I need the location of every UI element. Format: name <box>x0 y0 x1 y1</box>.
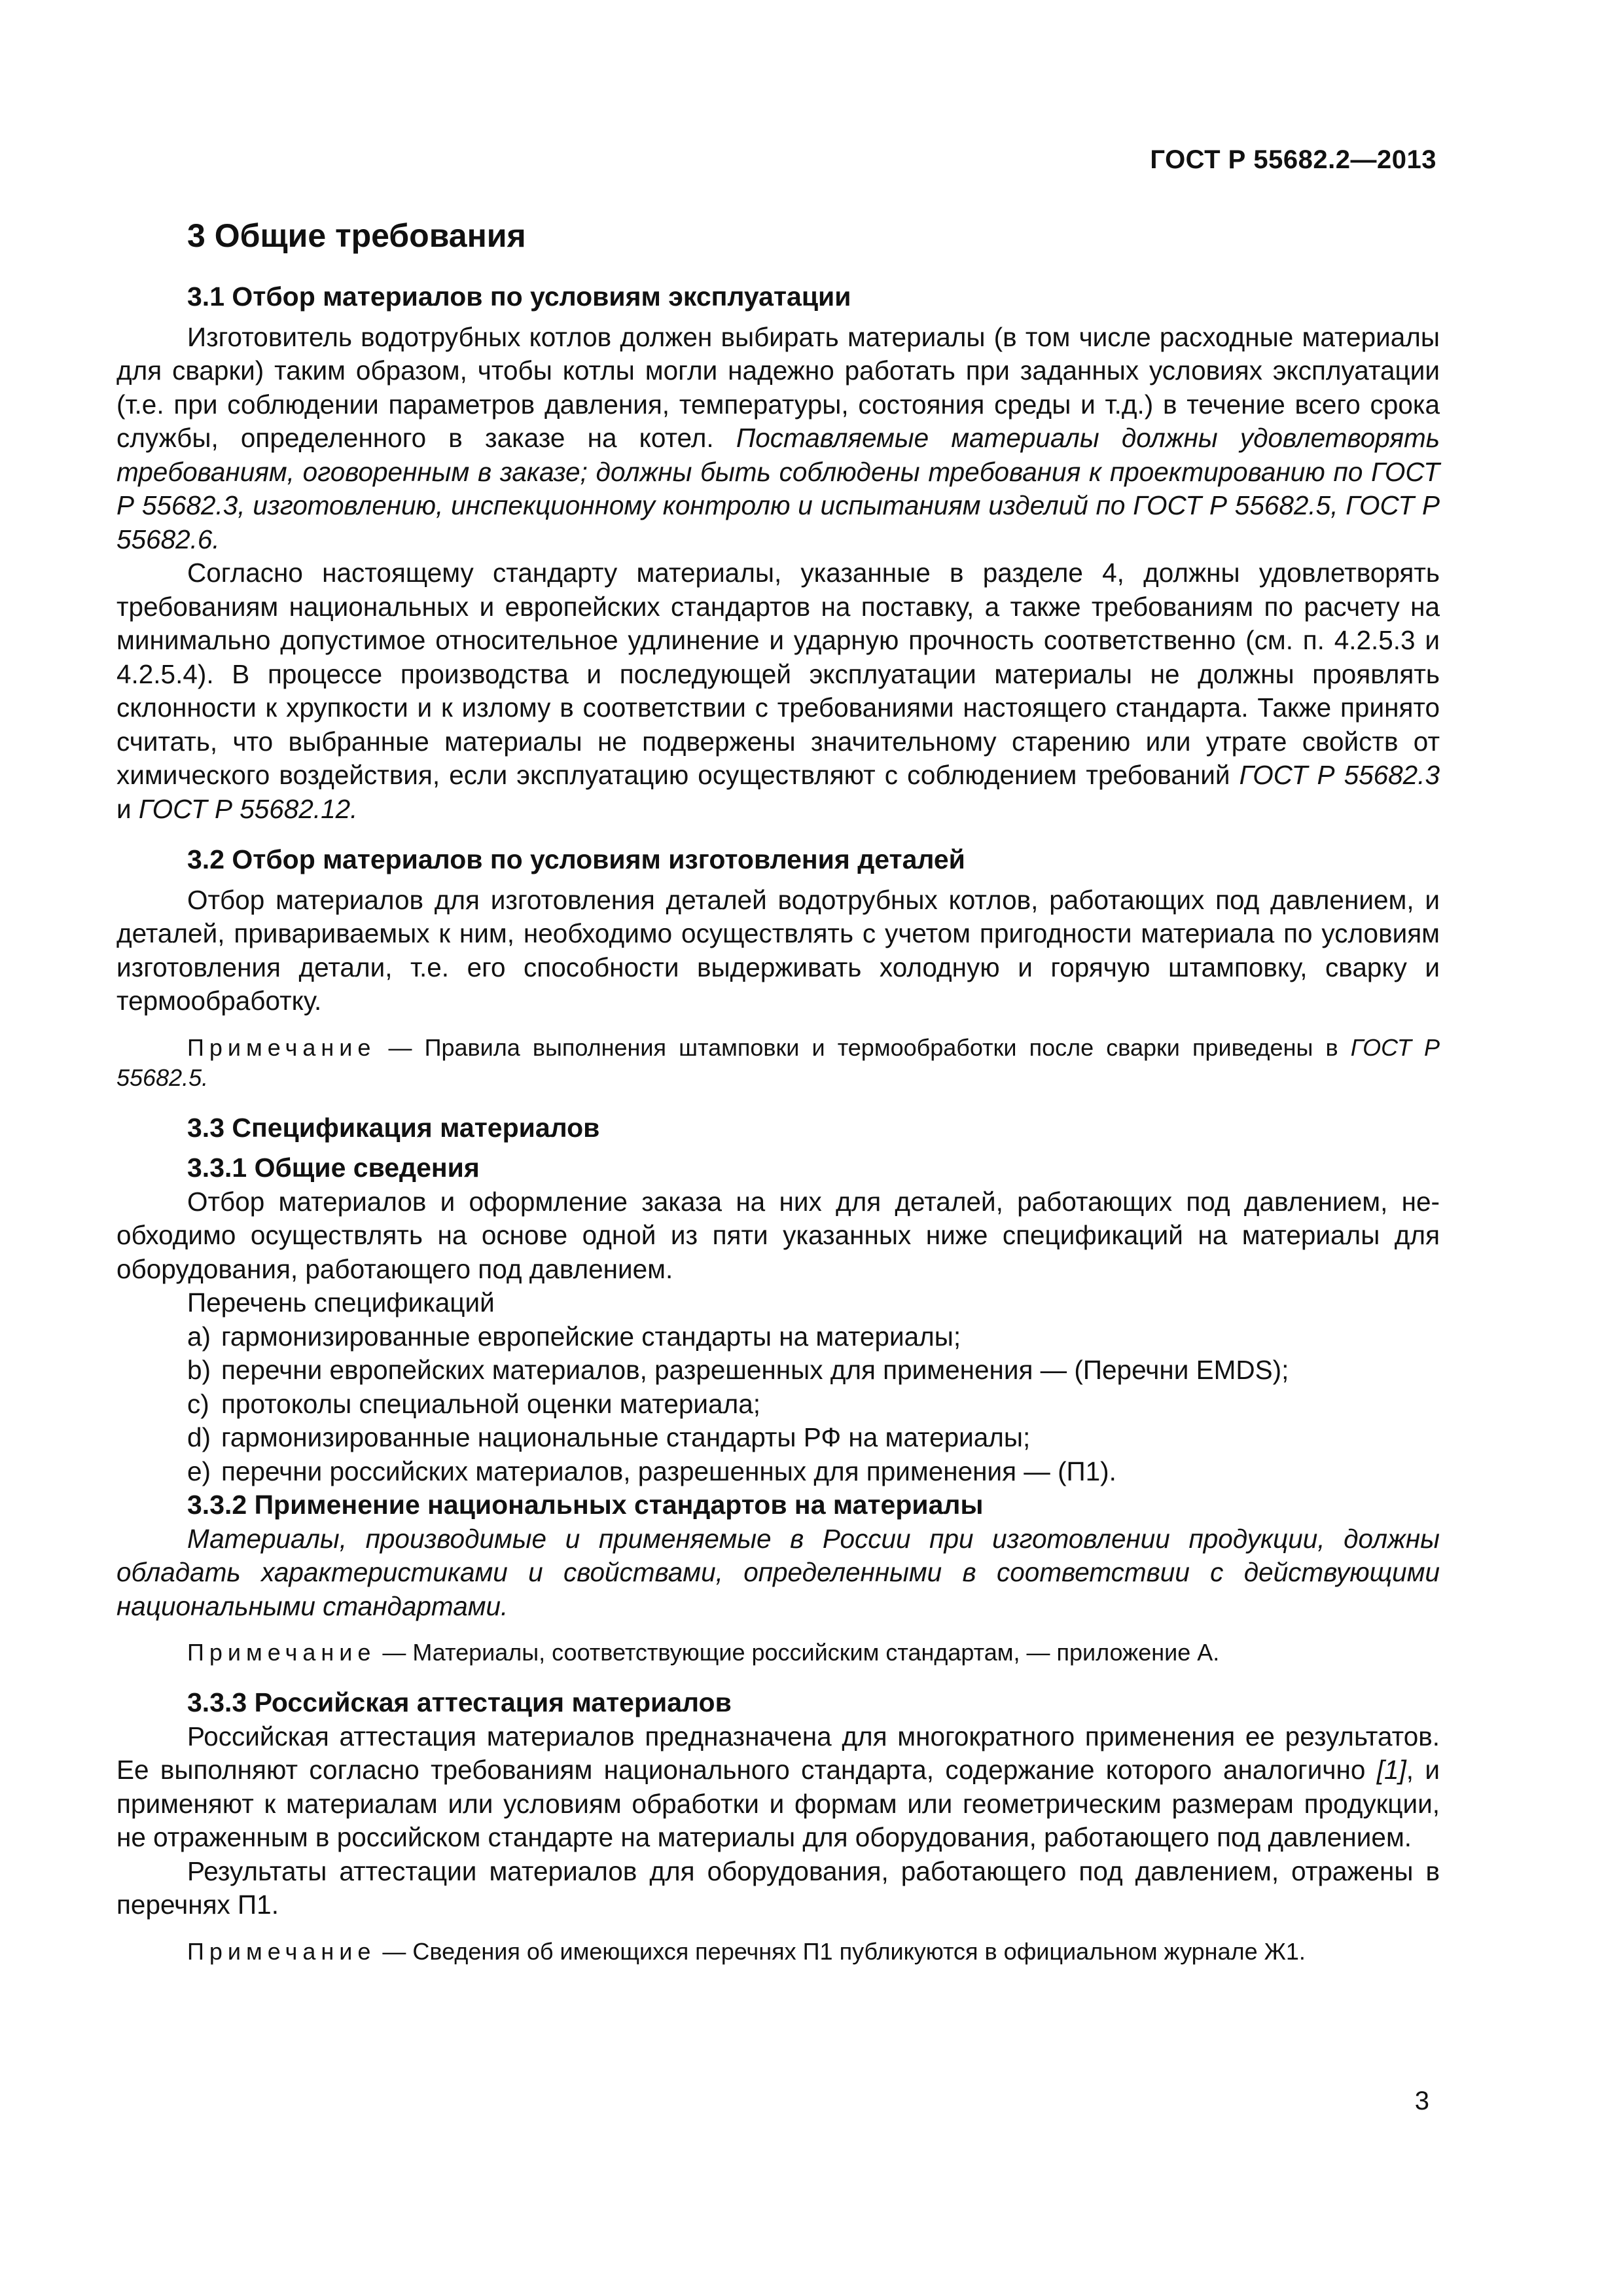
list-item <box>187 1354 1440 1388</box>
list-item <box>187 1388 1440 1422</box>
list-marker: c) <box>187 1388 209 1419</box>
list-text: протоколы специальной оценки материала; <box>221 1388 760 1419</box>
list-text: перечни российских материалов, разрешенных для применения — (П1). <box>221 1456 1116 1486</box>
standard-code: ГОСТ Р 55682.2—2013 <box>1150 145 1436 174</box>
list-item <box>187 1320 1440 1354</box>
paragraph-3-3-3-a-end: , и применяют к материалам или условиям обработки и формам или геометрическим размерам продукции, не отраженным в российском стандарте на материалы для оборудования, работающего под давлением. <box>116 1755 1440 1852</box>
paragraph-3-1-a-italic: Поставляемые материалы должны удовлетворять требованиям, оговоренным в заказе; должны быть соблюдены требования к проектированию по ГОСТ Р 55682.3, изготовлению, инспекционному контролю и испытаниям изделий по ГОСТ Р 55682.5, ГОСТ Р 55682.6. <box>116 423 1440 554</box>
heading-3-2: 3.2 Отбор материалов по условиям изготовления деталей <box>187 844 965 874</box>
heading-3-3: 3.3 Спецификация материалов <box>187 1112 600 1143</box>
list-text: гармонизированные европейские стандарты на материалы; <box>221 1321 961 1352</box>
list-text: гармонизированные национальные стандарты РФ на материалы; <box>221 1422 1031 1452</box>
specification-list <box>116 1320 1440 1489</box>
note-text: — Материалы, соответствующие российским стандартам, — приложение А. <box>376 1639 1220 1666</box>
list-item <box>187 1455 1440 1489</box>
paragraph-3-1-a-plain: Изготовитель водотрубных котлов должен выбирать материалы (в том числе расходные материалы для сварки) таким образом, чтобы котлы могли надежно работать при заданных условиях эксплуатации (т.е. при соблюдении параметров давления, температуры, состояния среды и т.д.) в течение всего срока службы, определенного в заказе на котел. <box>116 321 1440 453</box>
page-number: 3 <box>1414 2087 1429 2115</box>
paragraph-3-1-b-plain: Согласно настоящему стандарту материалы, указанные в разделе 4, должны удовлетворять требованиям национальных и европейских стандартов на поставку, а также требованиям по расчету на минимально допустимое относительное удлинение и ударную прочность соответственно (см. п. 4.2.5.3 и 4.2.5.4). В процессе производства и последующей эксплуатации материалы не должны проявлять склонности к хрупкости и к излому в соответствии с требованиями настоящего стандарта. Также принято считать, что выбранные материалы не подвержены значительному старению или утрате свойств от химического воздействия, если эксплуатацию осуществляют с соблюдением требований <box>116 558 1440 790</box>
conjunction: и <box>116 793 139 824</box>
heading-3-3-3: 3.3.3 Российская аттестация материалов <box>187 1687 732 1717</box>
list-marker: e) <box>187 1456 211 1486</box>
note-label: Примечание <box>187 1033 376 1061</box>
paragraph-3-3-2: Материалы, производимые и применяемые в России при изготовлении продукции, должны обладать характеристиками и свойствами, определенными в соответствии с действующими национальными стандартами. <box>116 1523 1440 1621</box>
paragraph-3-3-3-a-start: Российская аттестация материалов предназначена для многократного применения ее результатов. Ее выполняют согласно требованиям национального стандарта, содержание которого аналогично <box>116 1721 1440 1785</box>
note-label: Примечание <box>187 1639 376 1666</box>
note-text: — Сведения об имеющихся перечнях П1 публикуются в официальном журнале Ж1. <box>376 1937 1306 1965</box>
note-3-3-2 <box>116 1638 1440 1668</box>
heading-3-3-1: 3.3.1 Общие сведения <box>187 1153 480 1183</box>
list-marker: d) <box>187 1422 211 1452</box>
paragraph-3-3-3-a <box>116 1720 1440 1855</box>
paragraph-3-3-3-b: Результаты аттестации материалов для оборудования, работающего под давлением, отражены в перечнях П1. <box>116 1856 1440 1920</box>
paragraph-3-2: Отбор материалов для изготовления деталей водотрубных котлов, работающих под давлением, и деталей, привариваемых к ним, необходимо осуществлять с учетом пригодности материала по условиям изготовления детали, т.е. его способности выдерживать холодную и горячую штамповку, сварку и термообработку. <box>116 884 1440 1016</box>
paragraph-3-3-1: Отбор материалов и оформление заказа на них для деталей, работающих под давлением, необходимо осуществлять на основе одной из пяти указанных ниже спецификаций на материалы для оборудования, работающего под давлением. <box>116 1186 1440 1284</box>
list-marker: a) <box>187 1321 211 1352</box>
heading-3-3-2: 3.3.2 Применение национальных стандартов на материалы <box>187 1490 984 1520</box>
list-marker: b) <box>187 1355 211 1385</box>
bibliography-reference: [1] <box>1376 1755 1406 1785</box>
note-text: — Правила выполнения штамповки и термообработки после сварки приведены в <box>376 1033 1351 1061</box>
note-3-3-3 <box>116 1937 1440 1967</box>
list-text: перечни европейских материалов, разрешенных для применения — (Перечни EMDS); <box>221 1355 1289 1385</box>
reference-gost-55682-3: ГОСТ Р 55682.3 <box>1239 760 1440 790</box>
list-intro: Перечень спецификаций <box>187 1287 495 1318</box>
note-reference: ГОСТ Р 55682.5. <box>116 1033 1440 1091</box>
paragraph-3-1-a <box>116 321 1440 557</box>
heading-3-1: 3.1 Отбор материалов по условиям эксплуатации <box>187 281 851 312</box>
reference-gost-55682-12: ГОСТ Р 55682.12. <box>138 793 358 824</box>
note-label: Примечание <box>187 1937 376 1965</box>
note-3-2 <box>116 1033 1440 1093</box>
page-content <box>116 216 1440 1985</box>
paragraph-3-1-b <box>116 556 1440 826</box>
section-title: 3 Общие требования <box>187 217 526 254</box>
list-item <box>187 1421 1440 1455</box>
